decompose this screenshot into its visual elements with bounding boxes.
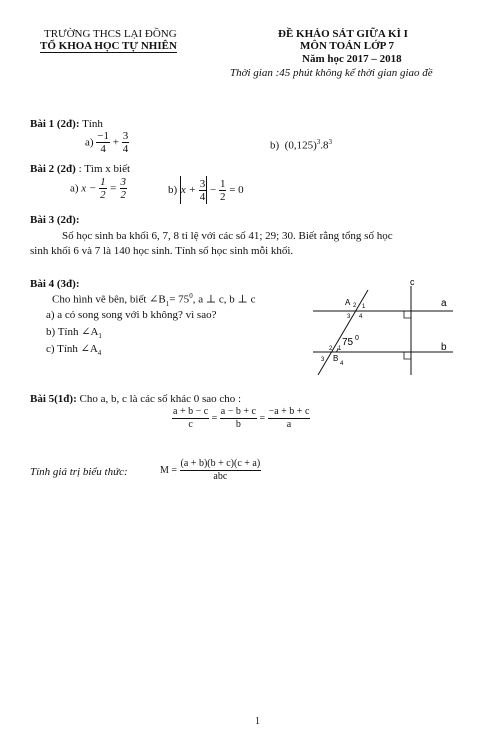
angle-degree: 0: [355, 335, 359, 342]
bai1-part-a: a) $\frac{-1}{4}$ + $\frac{3}{4}$: [85, 130, 129, 155]
label-B2: 2: [329, 346, 333, 352]
fraction: $\frac{-1}{4}$: [97, 130, 110, 155]
bai5-heading: Bài 5(1đ): Cho a, b, c là các số khác 0 sao cho :: [30, 393, 242, 405]
bai2-part-b: b) x + $\frac{3}{4}$ − $\frac{1}{2}$ = 0: [168, 177, 244, 203]
exam-title: ĐỀ KHẢO SÁT GIỮA KÌ I: [278, 28, 408, 40]
bai5-condition: $\frac{a + b - c}{c}$ = $\frac{a - b + c}{b}$ = $\frac{-a + b + c}{a}$: [173, 406, 310, 430]
label-B1: 1: [338, 346, 342, 352]
label-A1: 1: [362, 304, 366, 310]
bai4-question-c: c) Tính $\angle A_4$: [46, 343, 102, 358]
bai3-heading: Bài 3 (2đ):: [30, 214, 80, 226]
label-A2: 2: [353, 303, 357, 309]
right-angle-mark-b: [404, 352, 411, 359]
fraction: $\frac{3}{4}$: [199, 177, 206, 203]
angle-value: 75: [342, 337, 354, 348]
label-a: a: [441, 298, 447, 309]
fraction: $\frac{1}{2}$: [219, 177, 226, 203]
bai4-question-a: a) a có song song với b không? vì sao?: [46, 309, 217, 321]
label-point-B: B: [333, 354, 339, 363]
bai5-compute-label: Tính giá trị biểu thức:: [30, 466, 128, 478]
label-A4: 4: [359, 314, 363, 320]
bai3-text-line1: Số học sinh ba khối 6, 7, 8 tỉ lệ với các số 41; 29; 30. Biết rằng tổng số học: [62, 230, 393, 242]
bai2-part-a: a) x − $\frac{1}{2}$ = $\frac{3}{2}$: [70, 176, 127, 201]
geometry-figure: [305, 278, 465, 378]
page-number: 1: [255, 716, 260, 727]
bai1-part-b: b) $(0,125)^3.8^3$: [270, 138, 332, 152]
bai1-heading: Bài 1 (2đ): Tính: [30, 118, 103, 130]
bai4-intro: Cho hình vẽ bên, biết $\angle B_1= 75^0$, a ⊥ c, b ⊥ c: [52, 292, 256, 308]
fraction: $\frac{3}{2}$: [120, 176, 127, 201]
bai3-text-line2: sinh khối 6 và 7 là 140 học sinh. Tính số học sinh mỗi khối.: [30, 245, 294, 257]
department-name: TỔ KHOA HỌC TỰ NHIÊN: [40, 40, 177, 52]
bai5-expression-M: M = $\frac{(a + b)(b + c)(c + a)}{\text{abc}}$: [160, 458, 261, 482]
school-year: Năm học 2017 – 2018: [302, 53, 402, 65]
bai4-heading: Bài 4 (3đ):: [30, 278, 80, 290]
fraction: $\frac{1}{2}$: [100, 176, 106, 201]
label-B4: 4: [340, 361, 344, 367]
fraction: $\frac{a - b + c}{b}$: [220, 406, 256, 430]
label-c: c: [410, 278, 415, 287]
label-A3: 3: [347, 314, 351, 320]
bai4-question-b: b) Tính $\angle A_1$: [46, 326, 102, 341]
subject-title: MÔN TOÁN LỚP 7: [300, 40, 395, 52]
right-angle-mark-a: [404, 311, 411, 318]
fraction: $\frac{a + b - c}{c}$: [173, 406, 209, 430]
fraction: $\frac{(a + b)(b + c)(c + a)}{\text{abc}}$: [180, 458, 261, 482]
school-name: TRƯỜNG THCS LẠI ĐỒNG: [44, 28, 177, 40]
label-b: b: [441, 342, 447, 353]
bai2-heading: Bài 2 (2đ) : Tìm x biết: [30, 163, 131, 175]
label-B3: 3: [321, 357, 325, 363]
label-point-A: A: [345, 298, 351, 307]
exam-time: Thời gian :45 phút không kể thời gian giao đề: [230, 67, 433, 79]
fraction: $\frac{3}{4}$: [122, 130, 129, 155]
fraction: $\frac{-a + b + c}{a}$: [268, 406, 310, 430]
